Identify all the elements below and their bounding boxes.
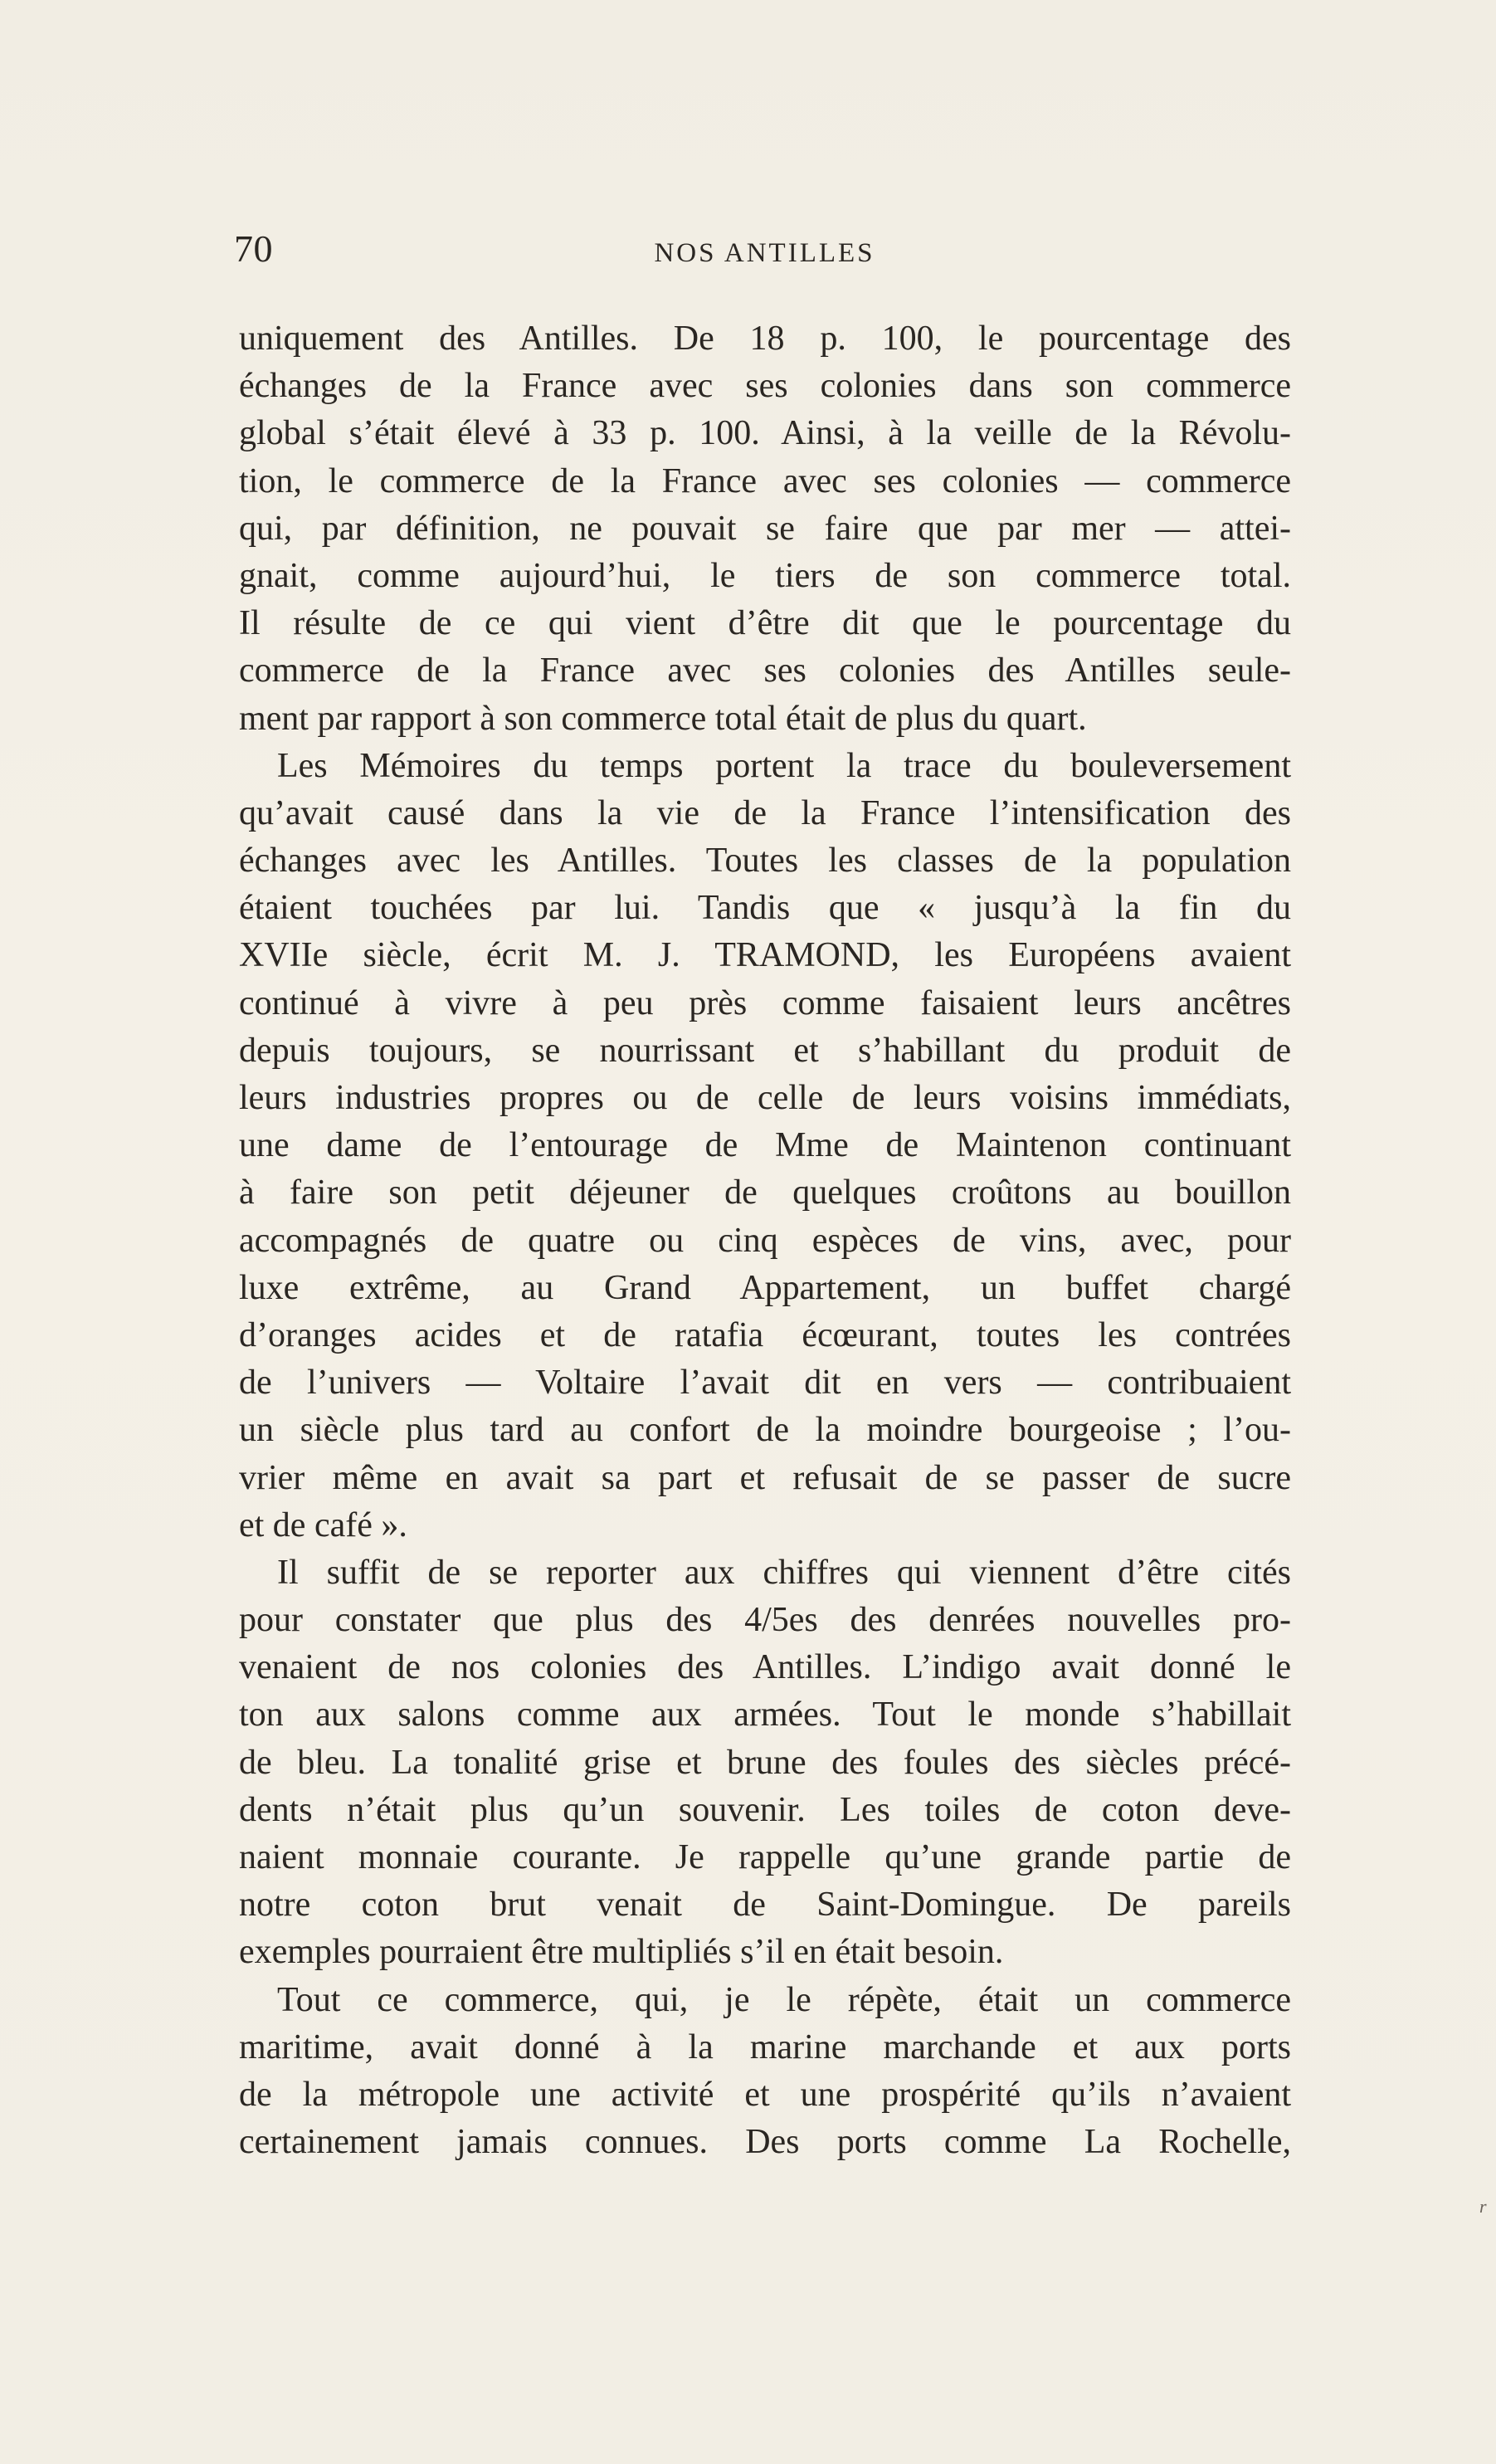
text-line: commerce de la France avec ses colonies des Antilles seule- — [239, 651, 1291, 690]
text-line: Il résulte de ce qui vient d’être dit que le pourcentage du — [239, 604, 1291, 643]
text-line: pour constater que plus des 4/5es des denrées nouvelles pro- — [239, 1601, 1291, 1640]
text-line: global s’était élevé à 33 p. 100. Ainsi, à la veille de la Révolu- — [239, 414, 1291, 453]
text-line: venaient de nos colonies des Antilles. L’indigo avait donné le — [239, 1648, 1291, 1687]
text-line: un siècle plus tard au confort de la moindre bourgeoise ; l’ou- — [239, 1411, 1291, 1450]
text-line: et de café ». — [239, 1505, 407, 1544]
text-line: qui, par définition, ne pouvait se faire que par mer — attei- — [239, 509, 1291, 548]
text-line: certainement jamais connues. Des ports comme La Rochelle, — [239, 2123, 1291, 2162]
text-line: XVIIe siècle, écrit M. J. TRAMOND, les Européens avaient — [239, 936, 1291, 975]
body-text — [239, 315, 1291, 2166]
text-line: leurs industries propres ou de celle de leurs voisins immédiats, — [239, 1079, 1291, 1117]
text-line: vrier même en avait sa part et refusait de se passer de sucre — [239, 1458, 1291, 1497]
text-line: notre coton brut venait de Saint-Domingue. De pareils — [239, 1886, 1291, 1925]
text-line: naient monnaie courante. Je rappelle qu’une grande partie de — [239, 1838, 1291, 1876]
text-line: uniquement des Antilles. De 18 p. 100, le pourcentage des — [239, 320, 1291, 358]
text-line: Il suffit de se reporter aux chiffres qui viennent d’être cités — [277, 1553, 1291, 1592]
text-line: ton aux salons comme aux armées. Tout le monde s’habillait — [239, 1696, 1291, 1735]
text-line: Les Mémoires du temps portent la trace du bouleversement — [277, 746, 1291, 785]
text-line: dents n’était plus qu’un souvenir. Les toiles de coton deve- — [239, 1790, 1291, 1829]
text-line: accompagnés de quatre ou cinq espèces de vins, avec, pour — [239, 1221, 1291, 1260]
text-line: échanges avec les Antilles. Toutes les classes de la population — [239, 842, 1291, 881]
text-line: ment par rapport à son commerce total était de plus du quart. — [239, 699, 1087, 738]
text-line: luxe extrême, au Grand Appartement, un buffet chargé — [239, 1268, 1291, 1307]
text-line: de la métropole une activité et une prospérité qu’ils n’avaient — [239, 2075, 1291, 2114]
running-title: NOS ANTILLES — [654, 238, 875, 268]
text-line: depuis toujours, se nourrissant et s’habillant du produit de — [239, 1031, 1291, 1070]
text-line: une dame de l’entourage de Mme de Maintenon continuant — [239, 1126, 1291, 1165]
text-line: d’oranges acides et de ratafia écœurant, toutes les contrées — [239, 1315, 1291, 1354]
text-line: continué à vivre à peu près comme faisaient leurs ancêtres — [239, 983, 1291, 1022]
text-line: qu’avait causé dans la vie de la France l’intensification des — [239, 793, 1291, 832]
text-line: tion, le commerce de la France avec ses colonies — commerce — [239, 461, 1291, 500]
text-line: gnait, comme aujourd’hui, le tiers de son commerce total. — [239, 556, 1291, 595]
page-number: 70 — [234, 227, 273, 270]
margin-mark: r — [1479, 2196, 1487, 2217]
text-line: étaient touchées par lui. Tandis que « jusqu’à la fin du — [239, 889, 1291, 928]
text-line: de l’univers — Voltaire l’avait dit en vers — contribuaient — [239, 1364, 1291, 1403]
text-line: exemples pourraient être multipliés s’il en était besoin. — [239, 1933, 1004, 1972]
text-line: échanges de la France avec ses colonies dans son commerce — [239, 367, 1291, 406]
text-line: Tout ce commerce, qui, je le répète, était un commerce — [277, 1980, 1291, 2019]
text-line: maritime, avait donné à la marine marchande et aux ports — [239, 2027, 1291, 2066]
text-line: à faire son petit déjeuner de quelques croûtons au bouillon — [239, 1173, 1291, 1212]
text-line: de bleu. La tonalité grise et brune des foules des siècles précé- — [239, 1743, 1291, 1782]
